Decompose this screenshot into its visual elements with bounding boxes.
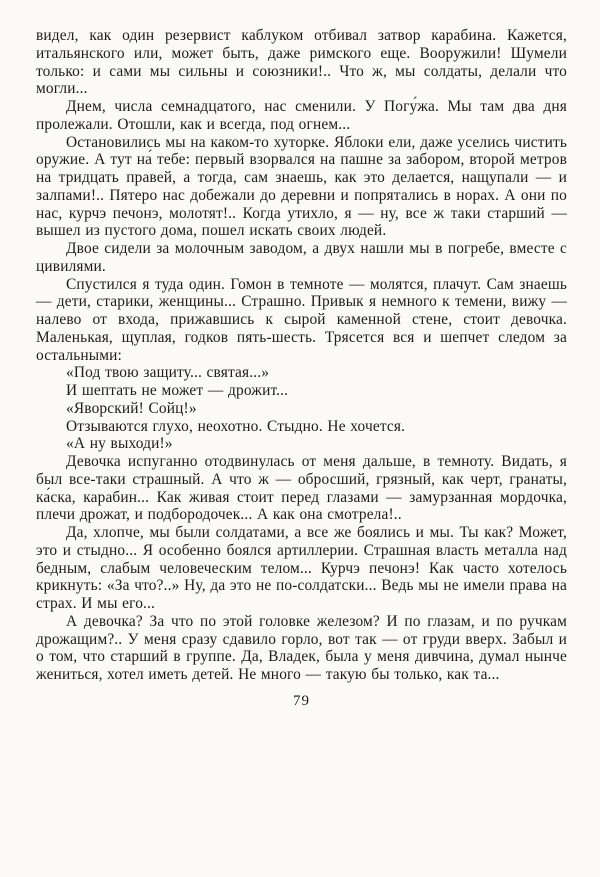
paragraph-quote: «Под твою защиту... святая...» <box>66 364 270 382</box>
paragraph: Днем, числа семнадцатого, нас сменили. У Погу́жа. Мы там два дня пролежали. Отошли, как и всегда, под огнем... <box>36 98 567 133</box>
paragraph: И шептать не может — дрожит... <box>66 382 289 399</box>
paragraph-quote: «А ну выходи!» <box>66 435 173 453</box>
paragraph: Двое сидели за молочным заводом, а двух нашли мы в погребе, вместе с цивилями. <box>36 240 567 275</box>
page-text <box>36 27 567 684</box>
paragraph: Спустился я туда один. Гомон в темноте — молятся, плачут. Сам знаешь — дети, старики, женщины... Страшно. Привык я немного к темени, вижу — налево от входа, прижавшись к сырой каменной стене, стоит девочка. Маленькая, щуплая, годков пять-шесть. Трясется вся и шепчет следом за остальными: <box>36 275 567 364</box>
paragraph: А девочка? За что по этой головке железом? И по глазам, и по ручкам дрожащим?.. У меня сразу сдавило горло, вот так — от груди вверх. Забыл и о том, что старший в группе. Да, Владек, была у меня дивчина, думал нынче жениться, хотел иметь детей. Не много — такую бы только, как та... <box>36 612 567 683</box>
paragraph-quote: «Яворский! Сойц!» <box>66 399 197 417</box>
paragraph: Отзываются глухо, неохотно. Стыдно. Не хочется. <box>66 417 406 435</box>
paragraph: Девочка испуганно отодвинулась от меня дальше, в темноту. Видать, я был все-таки страшный. А что ж — обросший, грязный, как черт, гранаты, ка́ска, карабин... Как живая стоит перед глазами — замурзанная мордочка, плечи дрожат, и подбородочек... А как она смотрела!.. <box>36 453 567 524</box>
page-number: 79 <box>293 692 310 709</box>
paragraph: Остановились мы на каком-то хуторке. Яблоки ели, даже уселись чистить оружие. А тут на́ тебе: первый взорвался на пашне за забором, второй метров на тридцать правей, а тогда, сам знаешь, как это делается, нащупали — и залпами!.. Пятеро нас добежали до деревни и попрятались в норах. А они по нас, курчэ печонэ, молотят!.. Когда утихло, я — ну, все ж таки старший — вышел из пустого дома, пошел искать своих людей. <box>36 133 567 240</box>
paragraph: видел, как один резервист каблуком отбивал затвор карабина. Кажется, итальянского или, может быть, даже римского еще. Вооружили! Шумели только: и сами мы сильны и союзники!.. Что ж, мы солдаты, делали что могли... <box>36 27 567 98</box>
paragraph: Да, хлопче, мы были солдатами, а все же боялись и мы. Ты как? Может, это и стыдно... Я особенно боялся артиллерии. Страшная власть металла над бедным, слабым человеческим телом... Курчэ печонэ! Как часто хотелось крикнуть: «За что?..» Ну, да это не по-солдатски... Ведь мы не имели права на страх. И мы его... <box>36 524 567 612</box>
